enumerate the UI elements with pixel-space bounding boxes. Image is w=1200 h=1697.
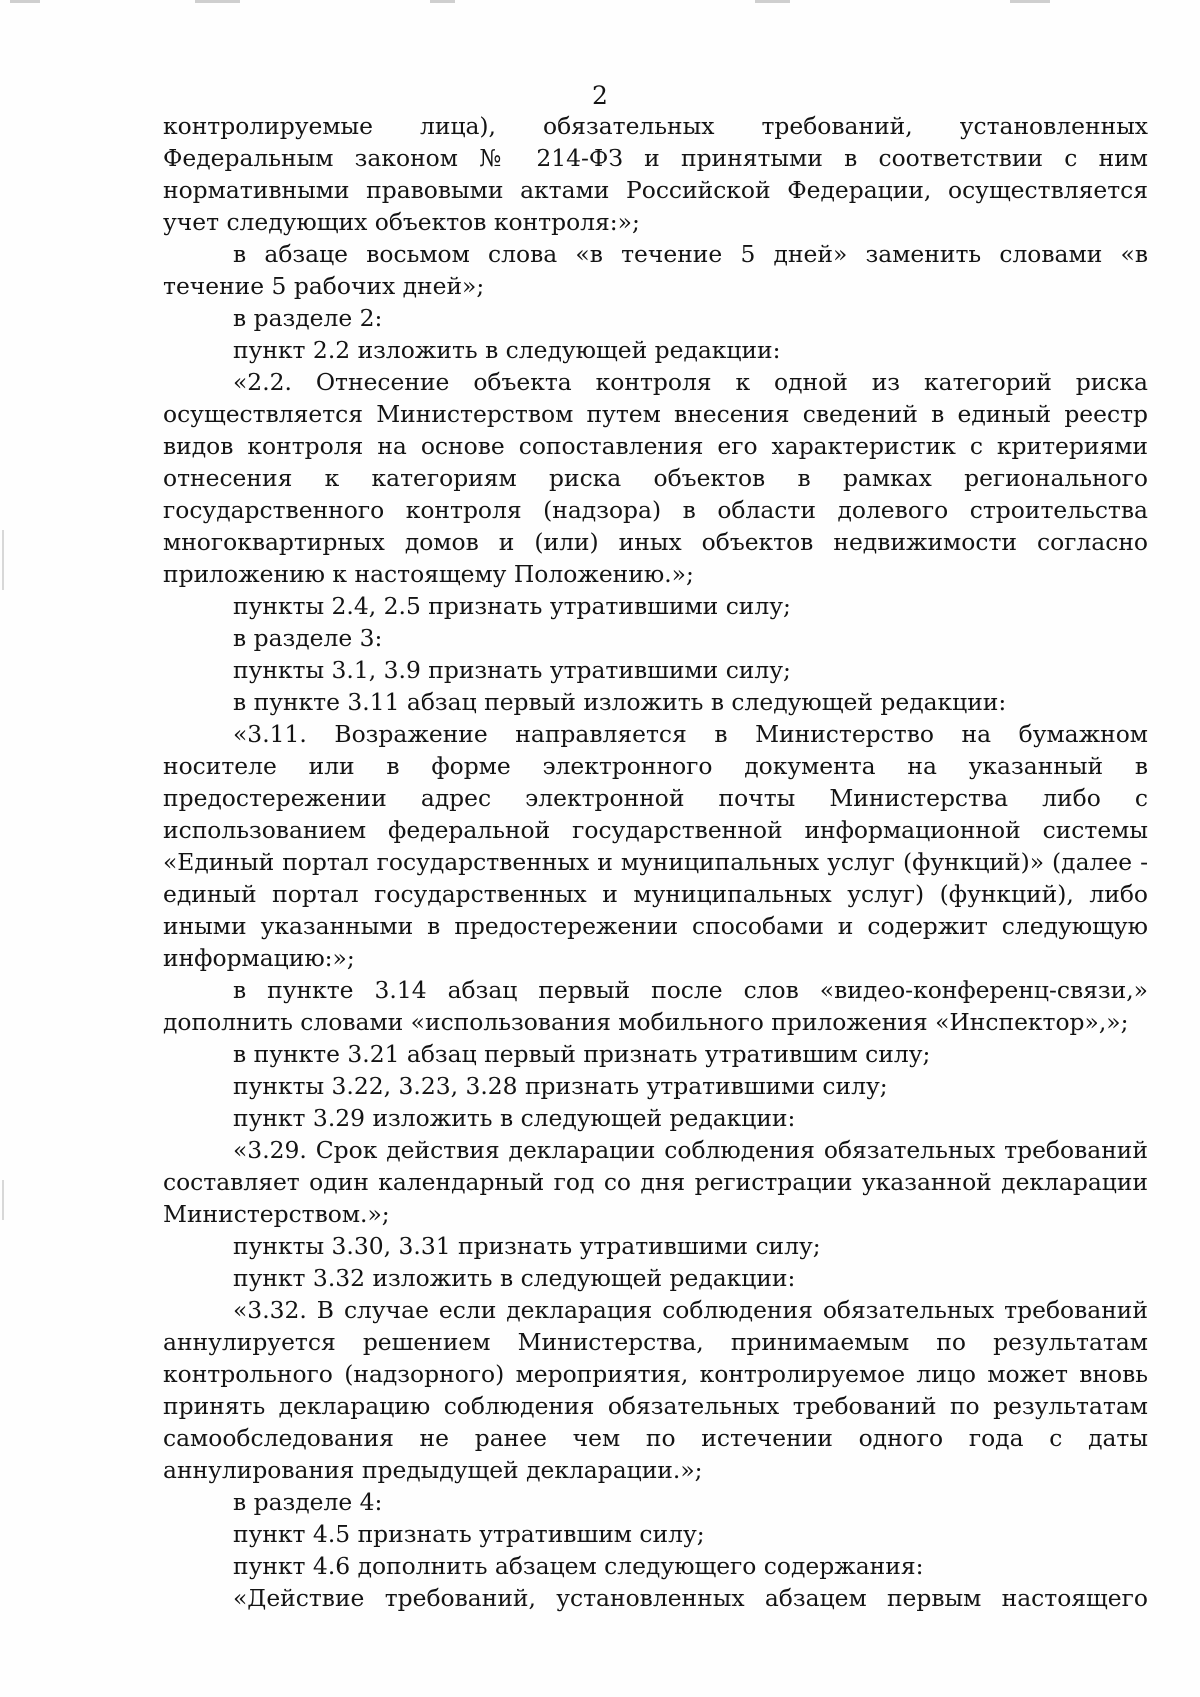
- paragraph: в пункте 3.21 абзац первый признать утратившим силу;: [233, 1040, 931, 1068]
- scan-artifact: [755, 0, 790, 3]
- paragraph: пункт 4.5 признать утратившим силу;: [233, 1520, 705, 1548]
- paragraph: пункт 3.32 изложить в следующей редакции:: [233, 1264, 796, 1292]
- page-number: 2: [592, 81, 608, 110]
- paragraph: пункты 3.22, 3.23, 3.28 признать утратившими силу;: [233, 1072, 888, 1100]
- scan-artifact: [430, 0, 455, 3]
- paragraph: в абзаце восьмом слова «в течение 5 дней» заменить словами «в течение 5 рабочих дней»;: [163, 240, 1148, 300]
- paragraph: пункт 4.6 дополнить абзацем следующего содержания:: [233, 1552, 924, 1580]
- scan-artifact: [1010, 0, 1050, 3]
- document-body: [163, 110, 1148, 1614]
- paragraph: в разделе 3:: [233, 624, 383, 652]
- paragraph: пункт 3.29 изложить в следующей редакции:: [233, 1104, 796, 1132]
- paragraph: «3.32. В случае если декларация соблюдения обязательных требований аннулируется решением Министерства, принимаемым по результатам контрольного (надзорного) мероприятия, контролируемое лицо может вновь принять декларацию соблюдения обязательных требований по результатам самообследования не ранее чем по истечении одного года с даты аннулирования предыдущей декларации.»;: [163, 1296, 1148, 1484]
- paragraph: пункт 2.2 изложить в следующей редакции:: [233, 336, 781, 364]
- paragraph: «3.29. Срок действия декларации соблюдения обязательных требований составляет один календарный год со дня регистрации указанной декларации Министерством.»;: [163, 1136, 1148, 1228]
- paragraph: в пункте 3.14 абзац первый после слов «видео-конференц-связи,» дополнить словами «использования мобильного приложения «Инспектор»,»;: [163, 976, 1148, 1036]
- scan-artifact: [195, 0, 240, 3]
- paragraph: в разделе 2:: [233, 304, 383, 332]
- scan-artifact: [2, 1180, 4, 1220]
- paragraph: «2.2. Отнесение объекта контроля к одной из категорий риска осуществляется Министерством путем внесения сведений в единый реестр видов контроля на основе сопоставления его характеристик с критериями отнесения к категориям риска объектов в рамках регионального государственного контроля (надзора) в области долевого строительства многоквартирных домов и (или) иных объектов недвижимости согласно приложению к настоящему Положению.»;: [163, 368, 1148, 588]
- paragraph: «3.11. Возражение направляется в Министерство на бумажном носителе или в форме электронного документа на указанный в предостережении адрес электронной почты Министерства либо с использованием федеральной государственной информационной системы «Единый портал государственных и муниципальных услуг (функций)» (далее - единый портал государственных и муниципальных услуг) (функций), либо иными указанными в предостережении способами и содержит следующую информацию:»;: [163, 720, 1148, 972]
- paragraph: пункты 2.4, 2.5 признать утратившими силу;: [233, 592, 791, 620]
- paragraph: пункты 3.30, 3.31 признать утратившими силу;: [233, 1232, 821, 1260]
- scan-artifact: [2, 530, 4, 590]
- paragraph: контролируемые лица), обязательных требований, установленных Федеральным законом № 214-ФЗ и принятыми в соответствии с ним нормативными правовыми актами Российской Федерации, осуществляется учет следующих объектов контроля:»;: [163, 112, 1148, 236]
- paragraph: «Действие требований, установленных абзацем первым настоящего: [233, 1584, 1148, 1612]
- paragraph: в пункте 3.11 абзац первый изложить в следующей редакции:: [233, 688, 1007, 716]
- paragraph: пункты 3.1, 3.9 признать утратившими силу;: [233, 656, 791, 684]
- paragraph: в разделе 4:: [233, 1488, 383, 1516]
- scan-artifact: [10, 0, 40, 3]
